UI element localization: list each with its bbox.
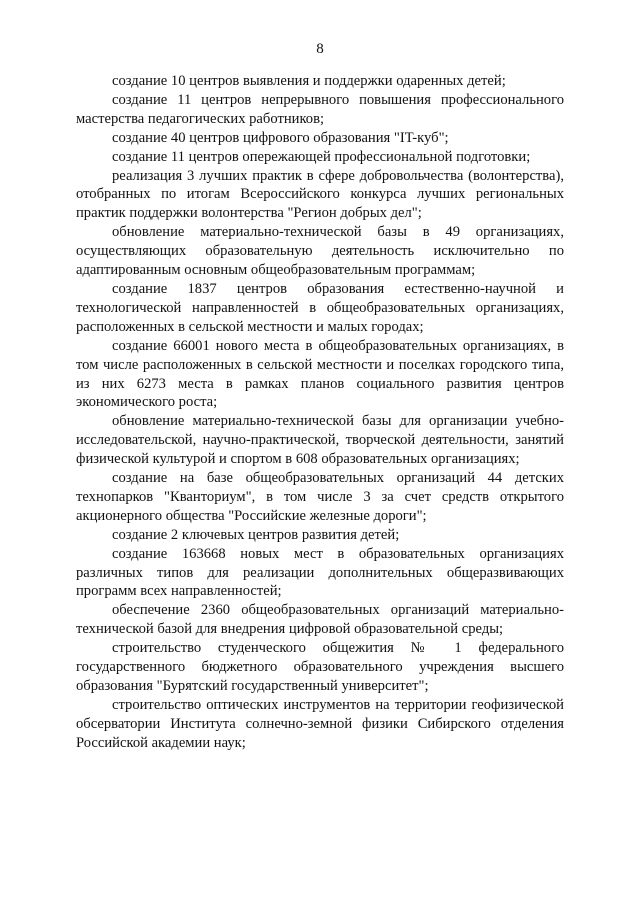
- list-item: обновление материально-технической базы в 49 организациях, осуществляющих образовательную деятельность исключительно по адаптированным основным общеобразовательным программам;: [76, 224, 564, 279]
- list-item: строительство оптических инструментов на территории геофизической обсерватории Института солнечно-земной физики Сибирского отделения Российской академии наук;: [76, 696, 564, 751]
- list-item: создание 10 центров выявления и поддержки одаренных детей;: [112, 73, 506, 89]
- list-item: создание 40 центров цифрового образования "IT-куб";: [112, 129, 449, 146]
- list-item: создание 11 центров опережающей профессиональной подготовки;: [112, 148, 531, 165]
- document-body: [76, 72, 564, 753]
- list-item: создание 1837 центров образования естественно-научной и технологической направленностей в общеобразовательных организациях, расположенных в сельской местности и малых городах;: [76, 280, 564, 335]
- page-number: 8: [316, 41, 324, 57]
- list-item: обновление материально-технической базы для организации учебно-исследовательской, научно-практической, творческой деятельности, занятий физической культурой и спортом в 608 образовательных организациях;: [76, 413, 564, 468]
- list-item: создание 66001 нового места в общеобразовательных организациях, в том числе расположенных в сельской местности и поселках городского типа, из них 6273 места в рамках планов социального развития центров экономического роста;: [76, 337, 564, 411]
- list-item: создание на базе общеобразовательных организаций 44 детских технопарков "Кванториум", в том числе 3 за счет средств открытого акционерного общества "Российские железные дороги";: [76, 470, 564, 524]
- list-item: строительство студенческого общежития № 1 федерального государственного бюджетного образовательного учреждения высшего образования "Бурятский государственный университет";: [76, 640, 564, 694]
- list-item: создание 163668 новых мест в образовательных организациях различных типов для реализации дополнительных общеразвивающих программ всех направленностей;: [76, 545, 564, 600]
- list-item: создание 2 ключевых центров развития детей;: [112, 526, 400, 543]
- list-item: реализация 3 лучших практик в сфере добровольчества (волонтерства), отобранных по итогам Всероссийского конкурса лучших региональных практик поддержки волонтерства "Регион добрых дел";: [76, 167, 564, 222]
- list-item: обеспечение 2360 общеобразовательных организаций материально-технической базой для внедрения цифровой образовательной среды;: [76, 602, 564, 638]
- list-item: создание 11 центров непрерывного повышения профессионального мастерства педагогических работников;: [76, 91, 564, 127]
